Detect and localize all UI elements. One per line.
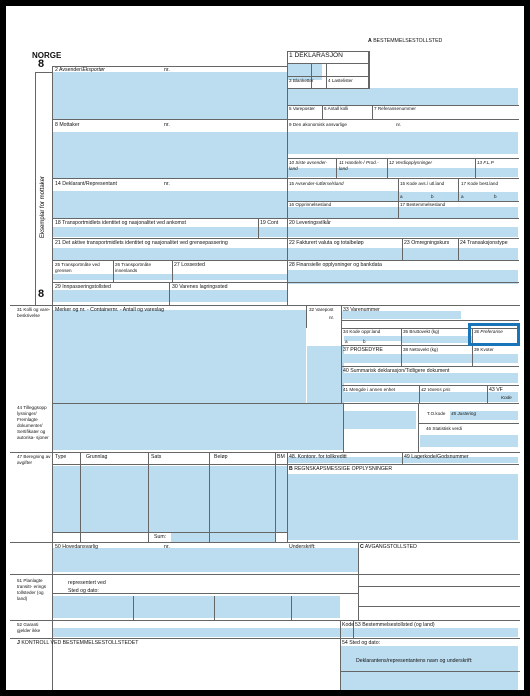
customs-declaration-form [6,6,524,690]
field-29-label: 29 Innpasseringstollsted [55,284,111,290]
field-9-nr: nr. [396,122,402,127]
field-26-label: 26 Transportmåte innenlands [115,262,152,273]
sum-label: Sum: [154,534,167,540]
field-32-nr: nr. [329,315,335,320]
field-28-label: 28 Finansielle opplysninger og bankdata [289,262,382,268]
field-31-side-label: 31 Kolli og vare- beskrivelse [17,307,51,318]
col-type: Type [55,454,67,460]
field-13-label: 13 F.L.P [477,160,494,165]
field-9-label: 9 Den økonomisk ansvarlige [289,122,347,127]
field-54-label: 54 Sted og dato: [342,640,381,646]
field-5-label: 5 Vareposter [289,106,315,111]
field-11-label: 11 Handels-/ Prod.- land [339,160,379,171]
field-40-label: 40 Summarisk deklarasjon/Tidligere dokument [343,368,450,374]
field-34-b: b [363,339,366,344]
place-date-label: Sted og dato: [68,588,99,594]
field-10-label: 10 Siste avsender- land [289,160,328,171]
field-12-label: 12 Verdiopplysninger [389,160,432,165]
field-34-a: a [345,339,348,344]
field-8-nr: nr. [164,122,170,128]
field-44-side-label: 44 Tilleggsopp lysninger/ Fremlagte dokumenter/ Sertifikater og autorisa- sjoner [17,405,49,440]
box-c-label: C AVGANGSTOLLSTED [360,544,417,550]
field-17-code-label: 17 Kode best.land [461,181,499,186]
field-20-label: 20 Leveringsvilkår [289,220,331,226]
field-34-label: 34 Kode oppr.land [343,329,381,334]
field-43-label: 43 VF [489,387,503,393]
box-b-label: B REGNSKAPSMESSIGE OPPLYSNINGER [289,466,393,472]
field-19-label: 19 Cont [260,220,279,226]
declarant-signature-label: Deklarantens/representantens navn og underskrift: [356,658,473,664]
field-32-label: 32 Varepost [309,307,334,312]
kode-label: Kode [342,622,355,628]
col-grunnlag: Grunnlag [86,454,108,460]
field-15-b: b [431,194,434,199]
field-17-a: a [461,194,464,199]
field-24-label: 24 Transaksjonstype [460,240,508,246]
col-sats: Sats [151,454,162,460]
field-49-label: 49 Lagerkode/Godsnummer [404,454,469,460]
field-36-label: 36 Preferanse [474,329,503,334]
copy-number: 8 [38,58,45,70]
signature-label: Underskrift: [289,544,316,550]
field-52-side-label: 52 Garanti gjelder ikke [17,622,41,633]
field-17-label: 17 Bestemmelsesland [400,202,446,207]
field-50-label: 50 Hovedansvarlig [55,544,98,550]
field-2-nr: nr. [164,67,170,73]
field-18-label: 18 Transportmidlets identitet og nasjonalitet ved ankomst [55,220,186,226]
field-14-label: 14 Deklarant/Representant [55,181,117,187]
to-kode-label: T.O.kode [427,411,446,416]
represented-by-label: representert ved [68,580,106,586]
field-51-side-label: 51 Planlagte transitt- erings tollsteder (og land) [17,578,47,601]
field-37-label: 37 PROSEDYRE [343,347,383,353]
field-33-label: 33 Varenummer [343,307,380,313]
field-15-a: a [400,194,403,199]
field-17-b: b [494,194,497,199]
field-42-label: 42 Varens pris [421,387,451,392]
preference-field-highlight[interactable] [468,323,520,346]
field-6-label: 6 Antall kolli [324,106,349,111]
col-bm: BM [277,454,285,460]
field-48-label: 48. Kontonr. for tollkreditt [289,454,347,460]
box-a-label: A BESTEMMELSESTOLLSTED [368,38,443,44]
field-23-label: 23 Omregningskurs [404,240,450,246]
field-21-label: 21 Det aktive transportmidlets identitet og nasjonalitet ved grensepassering [55,240,228,246]
country-title: NORGE [32,51,62,60]
field-47-side-label: 47 Beregning av avgifter [17,454,51,465]
field-22-label: 22 Fakturert valuta og totalbeløp [289,240,364,246]
field-3-label: 3 Blanketter [289,78,314,83]
field-7-label: 7 Referansenummer [374,106,416,111]
col-belop: Beløp [214,454,228,460]
field-15-label: 15 Avsender-/utførselsland [289,181,344,186]
field-38-label: 38 Nettovekt (kg) [403,347,438,352]
field-41-label: 41 Mengde i annen enhet [343,387,396,392]
field-15-code-label: 15 Kode avs./ utl.land [400,181,445,186]
field-53-label: 53 Bestemmelsestollsted (og land) [355,622,435,628]
field-31-header: Merker og nr. - Containernr. - Antall og vareslag [55,307,164,313]
field-4-label: 4 Lastelister [328,78,353,83]
copy-number-bottom: 8 [38,288,45,300]
declaration-label: 1 DEKLARASJON [289,52,343,59]
copy-vertical-label: Eksemplar for mottaker [40,175,46,238]
field-43-kode: Kode [501,395,512,400]
field-8-label: 8 Mottaker [55,122,80,128]
field-39-label: 39 Kvoter [474,347,494,352]
field-14-nr: nr. [164,181,170,187]
field-27-label: 27 Lossested [174,262,205,268]
field-16-label: 16 Opprinnelsesland [289,202,332,207]
field-50-nr: nr. [164,544,170,550]
field-25-label: 25 Transportmåte ved grensen [55,262,100,273]
box-j-label: J KONTROLL VED BESTEMMELSESTOLLSTEDET [17,640,139,646]
field-35-label: 35 Bruttovekt (kg) [403,329,440,334]
field-2-label: 2 Avsender/Eksportør [55,67,105,73]
field-45-label: 45 Justering [451,411,477,416]
field-30-label: 30 Varenes lagringssted [172,284,228,290]
field-46-label: 46 Statistisk verdi [426,426,462,431]
